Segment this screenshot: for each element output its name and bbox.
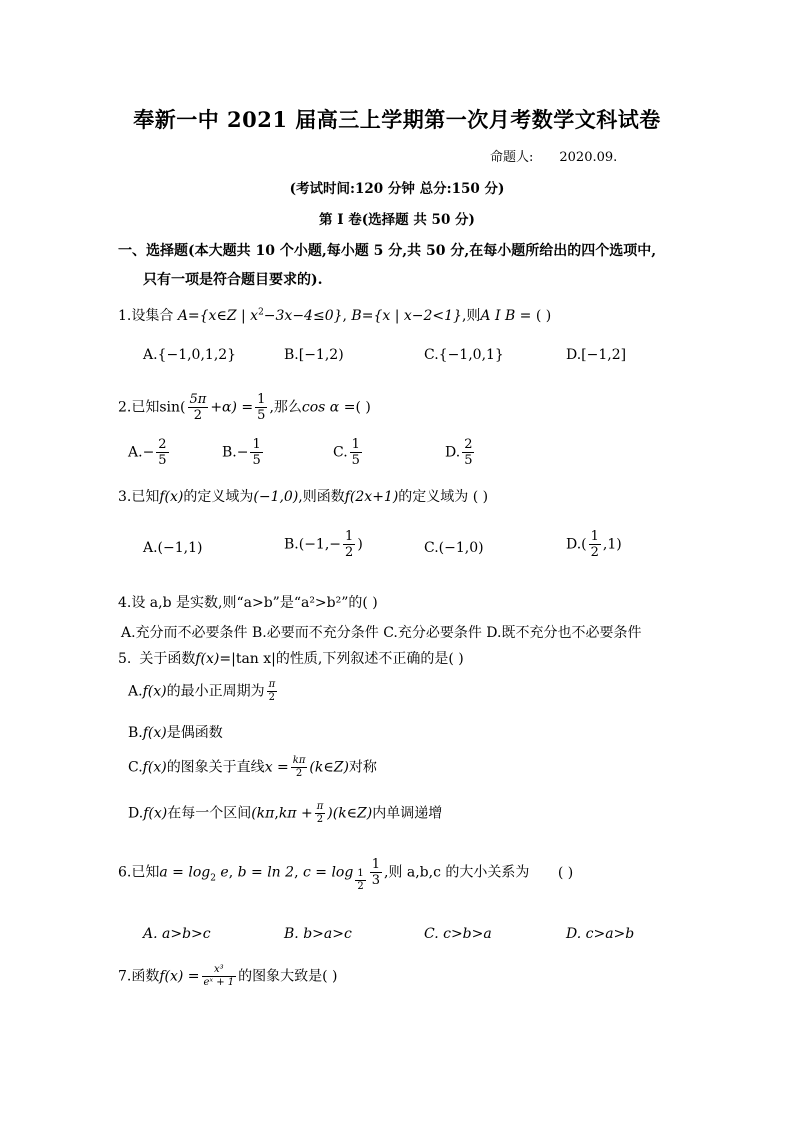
q5-number: 5.	[118, 651, 132, 667]
q2-plus: +α) =	[210, 399, 254, 416]
page-title: 奉新一中 2021 届高三上学期第一次月考数学文科试卷	[133, 107, 661, 132]
q2-frac-value-num: 1	[257, 392, 266, 407]
q1-blank: ( )	[535, 308, 552, 324]
q1-set-a-cond: −3x−4≤0}	[263, 308, 343, 324]
q3-f: f(x)	[159, 489, 184, 505]
q2-b-frac	[250, 438, 262, 467]
q2-b-label: B.	[222, 444, 237, 461]
q2-frac-value-den: 5	[257, 408, 266, 423]
q6-option-d: D. c>a>b	[566, 926, 635, 942]
q2-c-den: 5	[351, 453, 360, 468]
q6-c-base	[355, 869, 365, 892]
q2-c-label: C.	[333, 444, 348, 461]
q3-option-b	[284, 530, 363, 559]
q6-text: 已知	[131, 864, 160, 881]
section-heading: 一、选择题(本大题共 10 个小题,每小题 5 分,共 50 分,在每小题所给出的四个选项中,	[118, 243, 657, 259]
q5-d-label: D.	[128, 805, 144, 822]
author-line	[490, 146, 617, 165]
q1-sep: ,	[342, 308, 347, 324]
q5-d-b: kπ +	[278, 805, 313, 822]
q6-a-value: a = log	[159, 864, 211, 881]
section-heading-cont: 只有一项是符合题目要求的).	[143, 272, 323, 288]
q3-text-3: ,则函数	[298, 489, 345, 505]
q2-a-den: 5	[158, 453, 167, 468]
q1-text-2: ,则	[461, 308, 481, 324]
q2-a-frac	[156, 438, 168, 467]
q3-text: 已知	[131, 489, 160, 505]
q3-option-a: A.(−1,1)	[143, 540, 203, 556]
q1-expr: A I B =	[480, 308, 532, 324]
q2-a-label: A.	[128, 444, 143, 461]
q3-b-post: )	[357, 536, 363, 553]
q5-a-label: A.	[128, 683, 143, 700]
q2-option-b	[222, 438, 265, 467]
q5-a-text: 的最小正周期为	[166, 683, 265, 700]
q6-number: 6.	[118, 864, 132, 881]
q5-d-sep: ,	[274, 805, 279, 822]
q6-c-base-den: 2	[357, 880, 364, 892]
q5-option-d	[128, 802, 442, 825]
q3-text-4: 的定义域为	[398, 489, 469, 505]
question-1: 1.设集合 A={x∈Z | $x^2-3x-4\le 0$}, B={x | x−2<1},则A I B = ( )	[118, 307, 552, 324]
q5-b-f: f(x)	[142, 725, 167, 741]
q2-d-frac	[462, 438, 474, 467]
q2-option-a	[128, 438, 171, 467]
q5-option-a	[128, 680, 279, 703]
q3-b-num: 1	[345, 529, 354, 544]
q1-option-d: D.[−1,2]	[566, 347, 627, 363]
q5-c-tail: (k∈Z)	[309, 759, 349, 776]
q1-option-a: A.{−1,0,1,2}	[143, 347, 237, 363]
q1-text: 设集合	[131, 308, 174, 324]
q2-cos: cos α =	[301, 399, 356, 416]
q3-d-num: 1	[590, 529, 599, 544]
q6-c-base-num: 1	[357, 867, 364, 879]
question-6: 6.已知$a = \log_2 e$, b = ln 2, c = log $\frac{1}{2}$ $\frac{1}{3}$ ,则 a,b,c 的大小关系为 ( )	[118, 857, 574, 892]
q5-c-text: 的图象关于直线	[166, 759, 265, 776]
q2-b-num: 1	[252, 437, 261, 452]
question-2	[118, 393, 371, 422]
q5-option-b	[128, 722, 223, 742]
q6-c-arg-num: 1	[371, 857, 380, 872]
q3-option-d	[566, 530, 622, 559]
q5-c-num: kπ	[292, 755, 306, 766]
q6-option-b: B. b>a>c	[284, 926, 352, 942]
question-3	[118, 486, 488, 506]
q5-d-f: f(x)	[143, 805, 168, 822]
q2-c-num: 1	[351, 437, 360, 452]
q2-frac-angle-num: 5π	[189, 392, 207, 407]
q5-a-frac	[267, 680, 278, 703]
q2-d-num: 2	[464, 437, 473, 452]
q3-d-den: 2	[590, 545, 599, 560]
q7-den: eˣ + 1	[203, 977, 235, 988]
q2-b-den: 5	[252, 453, 261, 468]
q6-c-arg-den: 3	[371, 873, 380, 888]
q2-a-num: 2	[158, 437, 167, 452]
q5-d-a: (kπ	[251, 805, 275, 822]
question-5	[118, 648, 464, 668]
q2-frac-angle	[188, 393, 209, 422]
q2-a-sign: −	[142, 444, 155, 461]
q1-set-b: B={x | x−2<1}	[351, 308, 462, 324]
q5-d-tail: )(k∈Z)	[327, 805, 373, 822]
q7-number: 7.	[118, 968, 132, 985]
q7-f: f(x) =	[159, 968, 200, 985]
q2-d-den: 5	[464, 453, 473, 468]
q3-blank: ( )	[472, 489, 489, 505]
q2-blank: ( )	[355, 399, 371, 416]
q5-c-label: C.	[128, 759, 143, 776]
author-label: 命题人:	[490, 150, 534, 165]
q2-option-c	[333, 438, 364, 467]
q1-set-a: A={x∈Z | x	[177, 308, 259, 324]
q2-frac-value	[255, 393, 267, 422]
q6-c-value: c = log	[302, 864, 354, 881]
q5-a-den: 2	[268, 692, 276, 703]
q5-c-frac	[291, 756, 308, 779]
q6-text-2: ,则 a,b,c 的大小关系为	[383, 864, 530, 881]
q5-text: 关于函数	[139, 651, 196, 667]
q5-d-frac	[315, 802, 326, 825]
q3-d-post: ,1)	[602, 536, 622, 553]
q1-option-b: B.[−1,2)	[284, 347, 344, 363]
q6-b-value: b = ln 2	[237, 864, 295, 881]
q2-text-2: ,那么	[269, 399, 302, 416]
q6-a-base: 2	[210, 873, 216, 884]
q2-c-frac	[350, 438, 362, 467]
q2-text: 已知	[131, 399, 160, 416]
q2-sin: sin(	[159, 399, 186, 416]
q3-g: f(2x+1)	[344, 489, 399, 505]
q6-a-arg: e	[215, 864, 229, 881]
q6-option-a: A. a>b>c	[143, 926, 211, 942]
q6-c-arg	[370, 858, 382, 887]
q5-f: f(x)	[195, 651, 220, 667]
question-7	[118, 965, 338, 988]
q5-d-den: 2	[316, 814, 324, 825]
q5-c-den: 2	[295, 768, 303, 779]
q2-number: 2.	[118, 399, 132, 416]
q3-number: 3.	[118, 489, 132, 505]
q3-text-2: 的定义域为	[183, 489, 254, 505]
q3-d-frac	[589, 530, 601, 559]
q6-blank: ( )	[557, 864, 574, 881]
q5-d-end: 内单调递增	[372, 805, 443, 822]
q7-frac	[202, 965, 237, 988]
q2-frac-angle-den: 2	[193, 408, 203, 423]
q4-options: A.充分而不必要条件 B.必要而不充分条件 C.充分必要条件 D.既不充分也不必要条件	[121, 625, 642, 641]
q3-b-den: 2	[345, 545, 354, 560]
part-title: 第 I 卷(选择题 共 50 分)	[319, 212, 475, 228]
q5-d-text: 在每一个区间	[167, 805, 252, 822]
q7-text-2: 的图象大致是( )	[238, 968, 338, 985]
q5-text-2: =|tan x|的性质,下列叙述不正确的是( )	[219, 651, 464, 667]
q5-a-f: f(x)	[142, 683, 167, 700]
q5-d-num: π	[316, 801, 324, 812]
q5-c-x: x =	[264, 759, 289, 776]
q5-option-c	[128, 756, 377, 779]
q1-option-c: C.{−1,0,1}	[424, 347, 504, 363]
q2-d-label: D.	[445, 444, 461, 461]
q2-option-d	[445, 438, 476, 467]
exam-info: (考试时间:120 分钟 总分:150 分)	[289, 181, 505, 197]
q1-number: 1.	[118, 308, 132, 324]
exam-date: 2020.09.	[559, 150, 618, 165]
q3-d-pre: D.(	[566, 536, 587, 553]
q3-domain: (−1,0)	[253, 489, 299, 505]
q5-b-label: B.	[128, 725, 143, 741]
q7-num: x³	[202, 965, 237, 977]
q3-option-c: C.(−1,0)	[424, 540, 484, 556]
q5-b-text: 是偶函数	[166, 725, 223, 741]
q5-c-end: 对称	[348, 759, 377, 776]
q3-b-frac	[343, 530, 355, 559]
question-4: 4.设 a,b 是实数,则“a>b”是“a²>b²”的( )	[118, 595, 378, 611]
q2-b-sign: −	[236, 444, 249, 461]
q3-b-pre: B.(−1,−	[284, 536, 342, 553]
q5-c-f: f(x)	[142, 759, 167, 776]
q6-option-c: C. c>b>a	[424, 926, 492, 942]
q5-a-num: π	[268, 679, 276, 690]
q7-text: 函数	[131, 968, 160, 985]
